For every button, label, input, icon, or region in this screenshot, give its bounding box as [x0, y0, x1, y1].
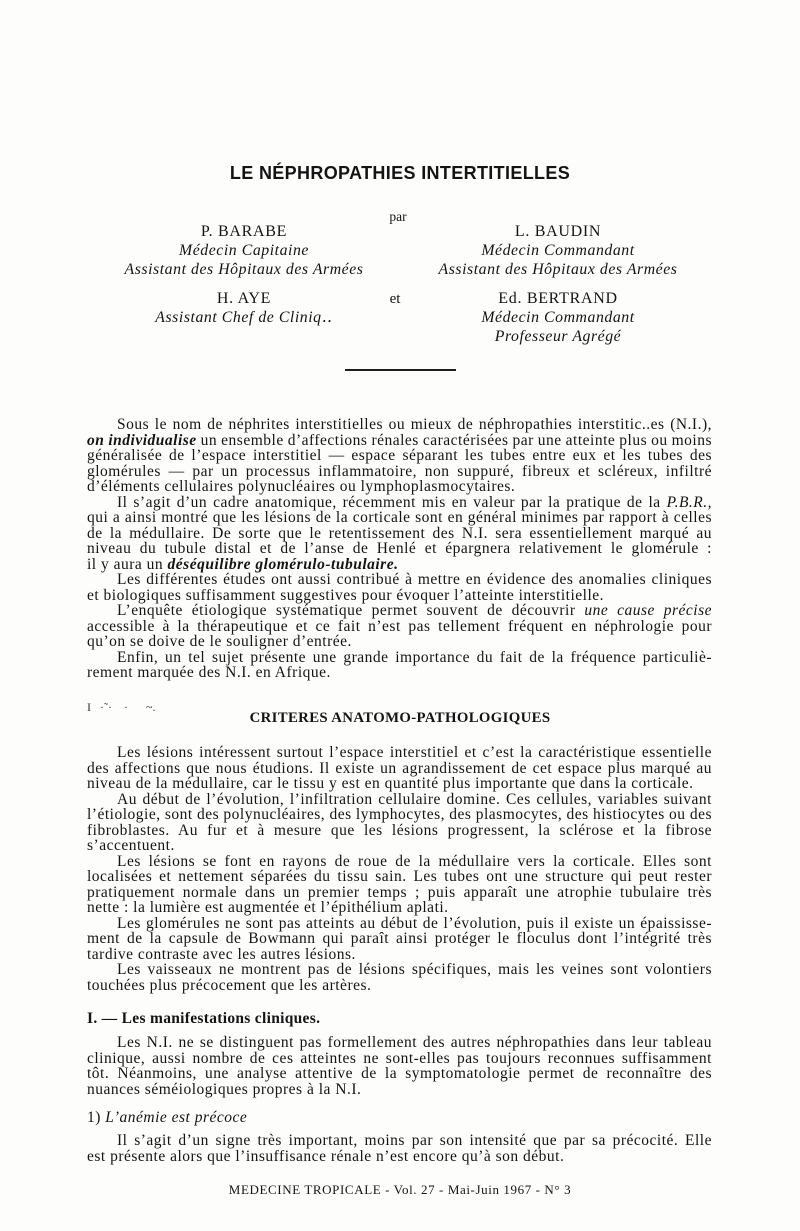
line-text: tôt. Néanmoins, une analyse attentive de la symptomatologie permet de reconnaître des: [87, 1065, 712, 1082]
emphasis-run: une cause précise: [584, 602, 712, 619]
text-line: [87, 448, 713, 464]
introduction-text: [87, 417, 713, 681]
line-text: Les lésions intéressent surtout l’espace interstitiel et c’est la caractéristique essentielle: [117, 744, 712, 761]
text-line: [87, 650, 713, 666]
paragraph: [87, 603, 713, 650]
text-line: [87, 838, 713, 854]
paragraph: [87, 495, 713, 573]
author-role: Assistant des Hôpitaux des Armées: [438, 261, 678, 278]
text-line: [87, 1051, 713, 1067]
text-line: [87, 776, 713, 792]
line-text: Les glomérules ne sont pas atteints au début de l’évolution, puis il existe un épaississe-: [117, 914, 712, 932]
text-line: [87, 603, 713, 619]
paragraph: [87, 572, 713, 603]
text-run: Il s’agit d’un cadre anatomique, récemment mis en valeur par la pratique de la: [117, 493, 667, 511]
line-text: nuances séméiologiques propres à la N.I.: [87, 1080, 362, 1098]
line-text: [117, 494, 712, 511]
line-text: Au début de l’évolution, l’infiltration cellulaire domine. Ces cellules, variables suivant: [117, 790, 712, 808]
section-heading: CRITERES ANATOMO-PATHOLOGIQUES: [249, 710, 551, 726]
subsection-title: L’anémie est précoce: [105, 1109, 248, 1126]
text-run: L’enquête étiologique systématique permet souvent de découvrir: [117, 602, 585, 619]
author-block: [109, 222, 379, 279]
text-line: [87, 541, 713, 557]
paragraph: [87, 745, 713, 792]
line-text: Les N.I. ne se distinguent pas formellement des autres néphropathies dans leur tableau: [117, 1034, 712, 1051]
author-name: H. AYE: [216, 290, 272, 307]
line-text: généralisée de l’espace interstitiel — espace séparant les tubes entre eux et les tubes des: [87, 447, 712, 464]
text-line: [87, 1082, 713, 1098]
line-text: [87, 556, 398, 573]
emphasis-run: déséquilibre glomérulo-tubulaire.: [167, 555, 399, 573]
text-line: [87, 634, 713, 650]
text-line: [87, 978, 713, 994]
header-divider: [345, 369, 456, 371]
author-block: [109, 289, 379, 327]
text-line: [87, 947, 713, 963]
text-line: [87, 479, 713, 495]
line-text: des affections que nous étudions. Il existe un agrandissement de cet espace plus marqué au: [87, 759, 712, 777]
by-word: par: [389, 209, 407, 224]
text-run: il y aura un: [87, 555, 168, 573]
line-text: [87, 432, 712, 449]
text-line: [87, 962, 713, 978]
line-text: rement marquée des N.I. en Afrique.: [87, 664, 331, 681]
paragraph: [87, 417, 713, 495]
article-title: LE NÉPHROPATHIES INTERTITIELLES: [229, 163, 571, 183]
paragraph: [87, 916, 713, 963]
text-line: [87, 854, 713, 870]
line-text: de la médullaire. De sorte que le retentissement des N.I. sera essentiellement marqué au: [87, 524, 712, 542]
author-name: P. BARABE: [200, 223, 288, 240]
author-role: Assistant des Hôpitaux des Armées: [124, 261, 364, 278]
text-line: [87, 588, 713, 604]
line-text: tardive contraste avec les autres lésions.: [87, 945, 356, 963]
line-text: s’accentuent.: [87, 837, 175, 854]
line-text: nette : la lumière est augmentée et l’épithélium aplati.: [87, 899, 449, 916]
paragraph: [87, 962, 713, 993]
text-line: [87, 1133, 713, 1149]
line-text: fibroblastes. Au fur et à mesure que les lésions progressent, la sclérose et la fibrose: [87, 821, 712, 839]
text-line: [87, 869, 713, 885]
section-text: [87, 745, 713, 993]
text-line: [87, 916, 713, 932]
paragraph: [87, 792, 713, 854]
text-line: [87, 572, 713, 588]
author-block: [423, 289, 693, 346]
author-name: L. BAUDIN: [514, 223, 602, 240]
paragraph: [87, 1133, 713, 1164]
subsection-heading: [87, 1109, 247, 1127]
section-text: [87, 1035, 713, 1097]
paragraph: [87, 1035, 713, 1097]
line-text: glomérules — par un processus inflammatoire, non suppuré, fibreux et scléreux, infiltré: [87, 462, 712, 480]
subsection-number: 1): [87, 1109, 101, 1126]
text-line: [87, 745, 713, 761]
line-text: Les différentes études ont aussi contribué à mettre en évidence des anomalies cliniques: [117, 571, 712, 588]
text-line: [87, 900, 713, 916]
line-text: localisées et nettement séparées du tissu sain. Les tubes ont une structure qui peut rester: [87, 868, 712, 885]
line-text: Les lésions se font en rayons de roue de la médullaire vers la corticale. Elles sont: [117, 852, 712, 870]
author-role: Médecin Commandant: [481, 242, 635, 259]
line-text: l’étiologie, sont des polynucléaires, des lymphocytes, des plasmocytes, des histiocytes ou des: [87, 806, 712, 823]
print-mark: I ·˜· · ~.: [87, 700, 156, 714]
author-block: [423, 222, 693, 279]
text-line: [87, 1149, 713, 1165]
text-line: [87, 931, 713, 947]
text-line: [87, 1066, 713, 1082]
text-line: [87, 510, 713, 526]
text-line: [87, 665, 713, 681]
author-role: Médecin Capitaine: [179, 242, 309, 259]
author-role: Médecin Commandant: [481, 309, 635, 326]
text-line: [87, 557, 713, 573]
author-role: Assistant Chef de Cliniq‥: [155, 309, 333, 326]
and-word: et: [389, 291, 401, 307]
text-line: [87, 885, 713, 901]
line-text: Enfin, un tel sujet présente une grande importance du fait de la fréquence particuliè-: [117, 648, 712, 666]
section-heading: I. — Les manifestations cliniques.: [87, 1010, 321, 1027]
line-text: ment de la capsule de Bowmann qui paraît ainsi protéger le floculus dont l’intégrité très: [87, 930, 712, 947]
line-text: niveau du tubule distal et de l’anse de Henlé et épargnera relativement le glomérule :: [87, 540, 712, 557]
line-text: qui a ainsi montré que les lésions de la corticale sont en général minimes par rapport à celles: [87, 509, 712, 526]
text-run: un ensemble d’affections rénales caractérisées par une atteinte plus ou moins: [196, 431, 712, 449]
text-line: [87, 495, 713, 511]
text-line: [87, 619, 713, 635]
text-line: [87, 417, 713, 433]
line-text: Les vaisseaux ne montrent pas de lésions spécifiques, mais les veines sont volontiers: [117, 961, 712, 978]
text-line: [87, 526, 713, 542]
line-text: est présente alors que l’insuffisance rénale n’est encore qu’à son début.: [87, 1147, 565, 1165]
line-text: et biologiques suffisamment suggestives pour évoquer l’atteinte interstitielle.: [87, 586, 605, 604]
line-text: d’éléments cellulaires polynucléaires ou lymphoplasmocytaires.: [87, 478, 516, 495]
text-line: [87, 792, 713, 808]
line-text: clinique, aussi nombre de ces atteintes ne sont-elles pas toujours reconnues suffisamment: [87, 1049, 712, 1067]
text-line: [87, 464, 713, 480]
text-line: [87, 433, 713, 449]
author-role: Professeur Agrégé: [494, 328, 622, 345]
text-line: [87, 761, 713, 777]
emphasis-run: on individualise: [87, 431, 197, 449]
line-text: pratiquement normale dans un premier temps ; puis apparaît une atrophie tubulaire très: [87, 883, 712, 901]
text-line: [87, 823, 713, 839]
line-text: Il s’agit d’un signe très important, moins par son intensité que par sa précocité. Elle: [117, 1132, 712, 1149]
line-text: touchées plus précocement que les artères.: [87, 976, 372, 994]
author-name: Ed. BERTRAND: [498, 290, 618, 307]
paragraph: [87, 650, 713, 681]
line-text: accessible à la thérapeutique et ce fait n’est pas tellement fréquent en néphrologie pour: [87, 617, 712, 635]
line-text: [117, 602, 712, 619]
text-line: [87, 1035, 713, 1051]
line-text: qu’on se doive de le souligner d’entrée.: [87, 633, 352, 650]
paragraph: [87, 854, 713, 916]
journal-footer: MEDECINE TROPICALE - Vol. 27 - Mai-Juin 1967 - N° 3: [228, 1182, 572, 1197]
line-text: Sous le nom de néphrites interstitielles ou mieux de néphropathies interstitic..es (N.I.),: [117, 416, 712, 433]
text-line: [87, 807, 713, 823]
subsection-text: [87, 1133, 713, 1164]
line-text: niveau de la médullaire, car le tissu y est en quantité plus importante que dans la corticale.: [87, 775, 694, 792]
emphasis-run: P.B.R.,: [666, 493, 712, 511]
